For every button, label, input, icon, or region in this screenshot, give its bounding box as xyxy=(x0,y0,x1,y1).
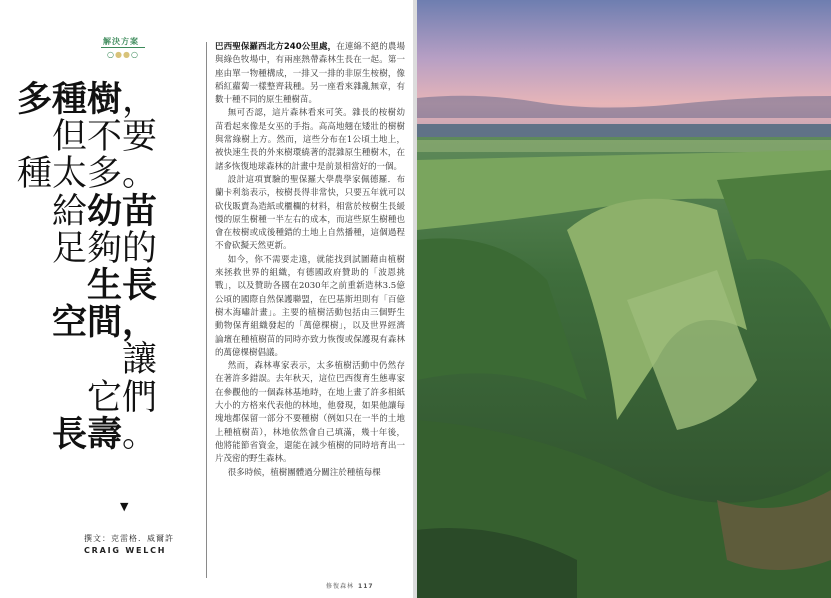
paragraph-4: 如今，你不需要走遠，就能找到試圖藉由植樹來拯救世界的組織，有德國政府贊助的「波恩挑戰」，以及贊助各國在2030年之前重新造林3.5億公頃的國際自然保護聯盟，在巴基斯坦則有「百億樹木海嘯計畫」。主要的植樹活動包括由三個野生動物保育組織發起的「萬億棵樹」，以及世界經濟論壇在種植樹苗的同時亦致力恢復或保護現有森林的萬億棵樹倡議。 xyxy=(215,254,405,358)
headline-bold-1: 多種樹 xyxy=(16,80,122,120)
footer-title: 修復森林 xyxy=(326,583,355,590)
paragraph-1 xyxy=(215,41,405,107)
column-rule xyxy=(206,42,207,578)
headline-bold-4: 幼苗 xyxy=(86,191,157,232)
horizon-haze xyxy=(417,124,831,138)
headline-line-6: 生長 xyxy=(86,266,157,307)
section-label: 解決方案 xyxy=(103,37,139,46)
headline xyxy=(17,82,157,454)
left-page xyxy=(0,0,413,598)
headline-bold-10: 長壽 xyxy=(51,414,122,455)
down-arrow-icon: ▼ xyxy=(120,500,129,513)
dot-hollow-right: ○ xyxy=(130,50,139,59)
headline-line-10 xyxy=(17,414,157,455)
article-body xyxy=(215,41,405,581)
headline-line-1 xyxy=(17,82,157,119)
paragraph-6: 很多時候，植樹團體過分關注於種植每棵 xyxy=(227,467,381,478)
paragraph-1-text: 在連綿不絕的農場與綠色牧場中，有兩座熱帶森林生長在一起。第一座由單一物種構成，一排又一排的非原生桉樹，像稻紅蘿蔔一樣整齊栽種。另一座看來雜亂無章，有數十種不同的原生種樹苗。 xyxy=(215,42,405,106)
paragraph-2: 無可否認，這片森林看來可笑。雜長的桉樹幼苗看起來像是女巫的手指。高高地翹在矮壯的樹樹與常綠樹上方。然而，這些分布在1公頃土地上，被快速生長的外來樹環繞著的混雜原生種樹木，在諸多恢復地球森林的計畫中是前景相當好的一個。 xyxy=(215,108,405,172)
far-fields xyxy=(417,140,831,152)
byline-chinese: 撰文：克雷格．威爾許 xyxy=(84,534,174,543)
headline-line-4 xyxy=(17,191,157,232)
forest-aerial-photo xyxy=(417,0,831,598)
lead-in: 巴西聖保羅西北方240公里處， xyxy=(215,42,337,52)
headline-punct-1: ， xyxy=(121,80,157,120)
page-footer xyxy=(326,581,374,590)
headline-line-8: 讓 xyxy=(121,340,157,381)
dot-filled: ●● xyxy=(114,50,131,59)
section-dots xyxy=(107,51,139,59)
section-rule xyxy=(101,47,145,48)
headline-line-5: 足夠的 xyxy=(51,228,157,269)
headline-line-9: 它們 xyxy=(86,377,157,418)
headline-line-2: 但不要 xyxy=(51,117,157,158)
dot-hollow-left: ○ xyxy=(107,50,115,59)
headline-punct-10: 。 xyxy=(121,414,157,455)
headline-plain-4: 給 xyxy=(51,191,87,232)
headline-line-3: 種太多。 xyxy=(16,154,157,195)
page-number: 117 xyxy=(358,583,374,590)
byline-english: CRAIG WELCH xyxy=(84,546,167,555)
paragraph-5: 然而，森林專家表示，太多植樹活動中仍然存在著許多錯誤。去年秋天，這位巴西復育生態專家在參觀他的一個森林基地時，在地上畫了許多相紙大小的方格來代表他的林地，他發現，如果他讓每塊地都保留一部分不要種樹（例如只在一半的土地上種植樹苗），林地依然會自己填滿，幾十年後，他將能節省資金，還能在減少植樹的同時培育出一片茂密的野生森林。 xyxy=(215,361,405,465)
headline-line-7: 空間， xyxy=(51,303,157,344)
paragraph-3: 設計這項實驗的聖保羅大學農學家佩德羅．布蘭卡利翁表示，桉樹長得非常快，只要五年就可以砍伐販賣為造紙或櫃欄的材料，相當於桉樹生長緩慢的原生樹種一半左右的成本，而這些原生樹種也會在桉樹或成後種錯的土地上自然播種，這個過程不會砍擬天然更新。 xyxy=(215,174,405,252)
